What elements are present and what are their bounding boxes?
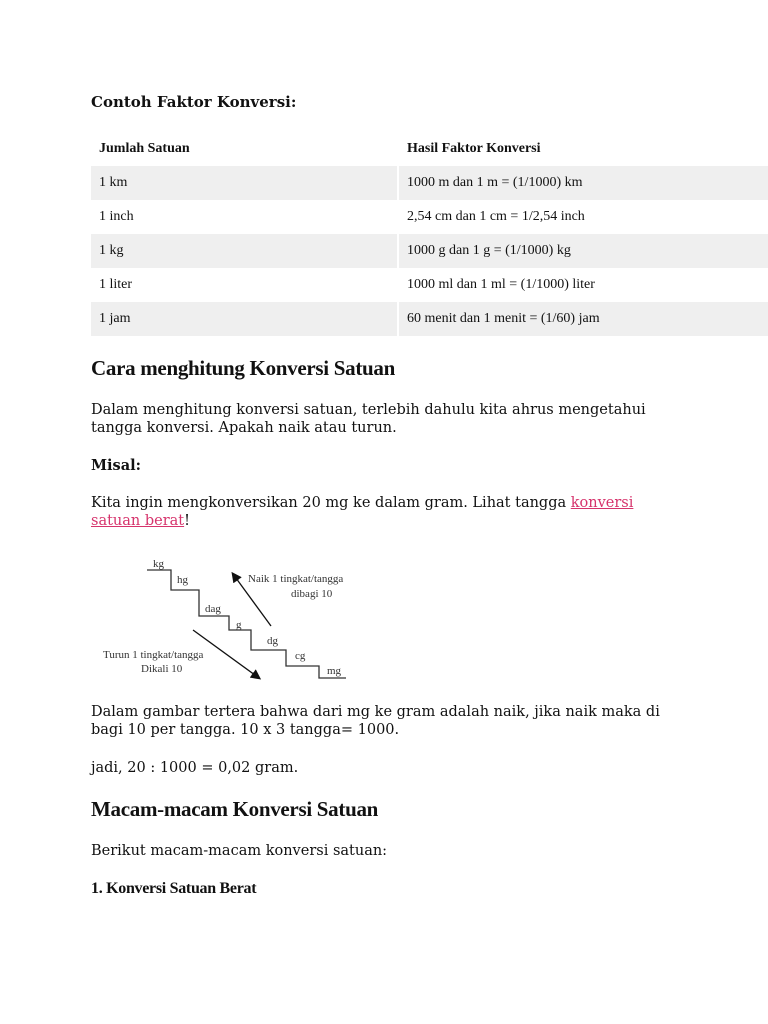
misal-label: Misal: (91, 457, 141, 474)
paragraph-result: jadi, 20 : 1000 = 0,02 gram. (91, 760, 299, 776)
section-heading-macam: Macam-macam Konversi Satuan (91, 797, 379, 821)
table-row (91, 302, 768, 336)
table-cell: 1 km (91, 166, 399, 200)
conversion-ladder-diagram (91, 548, 371, 690)
table-row (91, 200, 768, 234)
paragraph-example-suffix: ! (184, 513, 190, 529)
step-label: dag (205, 603, 221, 615)
up-label-line2: dibagi 10 (291, 588, 333, 600)
down-label-line2: Dikali 10 (141, 663, 183, 675)
table-cell: 1000 ml dan 1 ml = (1/1000) liter (407, 277, 595, 292)
konversi-satuan-berat-link[interactable]: konversi satuan berat (91, 495, 634, 529)
table-cell: 1 inch (91, 200, 399, 234)
table-cell: 1000 g dan 1 g = (1/1000) kg (399, 234, 768, 268)
step-label: g (236, 619, 242, 631)
table-cell: 60 menit dan 1 menit = (1/60) jam (399, 302, 768, 336)
down-label-line1: Turun 1 tingkat/tangga (103, 649, 204, 661)
paragraph-intro: Dalam menghitung konversi satuan, terlebih dahulu kita ahrus mengetahui tangga konversi. Apakah naik atau turun. (91, 402, 646, 436)
section-heading-cara: Cara menghitung Konversi Satuan (91, 356, 395, 380)
table-cell: 1 liter (91, 268, 399, 302)
table-cell: 1000 m dan 1 m = (1/1000) km (399, 166, 768, 200)
table-row (91, 268, 768, 302)
staircase-line (147, 570, 346, 678)
conversion-table (91, 132, 768, 336)
table-cell: 1 jam (91, 302, 399, 336)
up-label-line1: Naik 1 tingkat/tangga (248, 573, 344, 585)
step-label: dg (267, 635, 278, 647)
table-row (91, 166, 768, 200)
paragraph-explanation: Dalam gambar tertera bahwa dari mg ke gram adalah naik, jika naik maka di bagi 10 per tangga. 10 x 3 tangga= 1000. (91, 704, 660, 738)
section-contoh-title: Contoh Faktor Konversi: (91, 93, 297, 111)
step-label: kg (153, 558, 164, 570)
table-cell: 2,54 cm dan 1 cm = 1/2,54 inch (407, 209, 585, 224)
subsection-heading-berat: 1. Konversi Satuan Berat (91, 880, 257, 897)
paragraph-example (91, 494, 681, 530)
table-cell: 1 kg (91, 234, 399, 268)
step-label: hg (177, 574, 188, 586)
step-label: cg (295, 650, 306, 662)
table-row (91, 234, 768, 268)
table-header-cell: Jumlah Satuan (91, 132, 399, 166)
step-label: mg (327, 665, 342, 677)
paragraph-macam: Berikut macam-macam konversi satuan: (91, 843, 388, 859)
paragraph-example-text: Kita ingin mengkonversikan 20 mg ke dalam gram. Lihat tangga (91, 495, 571, 511)
table-header-cell: Hasil Faktor Konversi (407, 141, 541, 156)
table-header-row (91, 132, 768, 166)
